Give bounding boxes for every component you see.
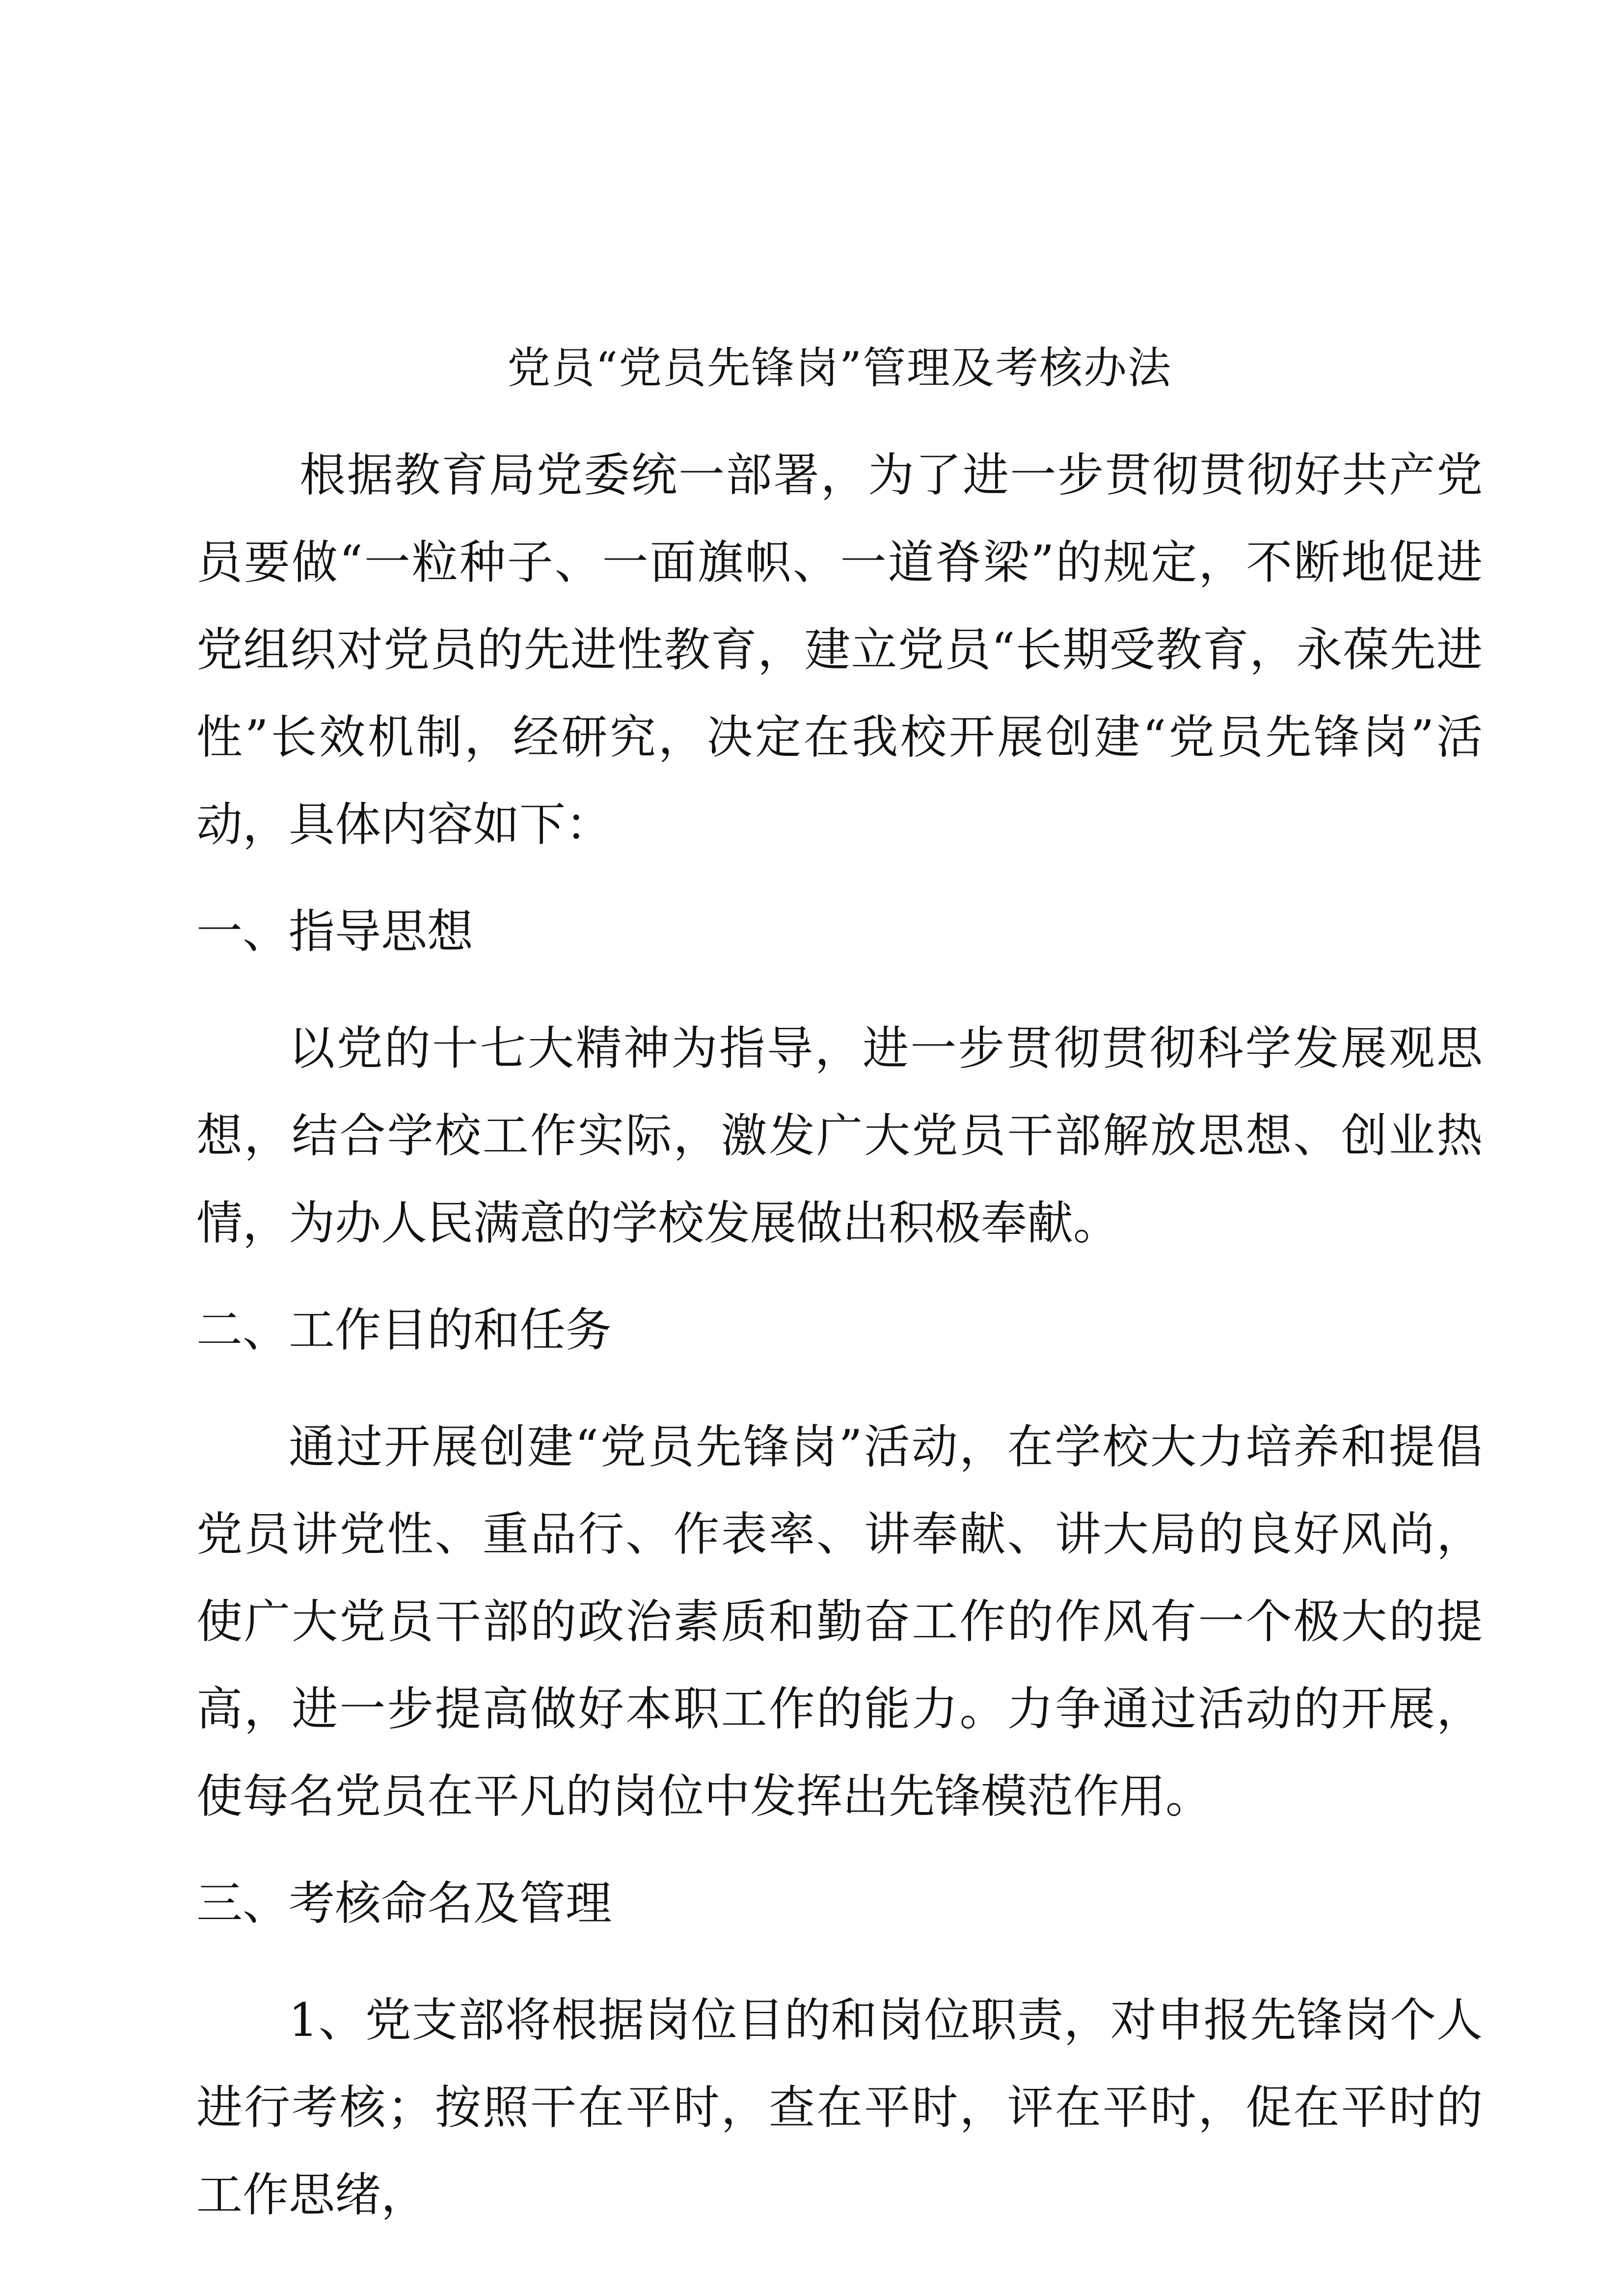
section-body-assessment: 1、党支部将根据岗位目的和岗位职责，对申报先锋岗个人进行考核；按照干在平时，查在平时，评在平时，促在平时的工作思绪， — [196, 1994, 1483, 2222]
section-heading-assessment: 三、考核命名及管理 — [196, 1877, 612, 1930]
section-body-goals-tasks: 通过开展创建“党员先锋岗”活动，在学校大力培养和提倡党员讲党性、重品行、作表率、讲奉献、讲大局的良好风尚，使广大党员干部的政治素质和勤奋工作的作风有一个极大的提高，进一步提高做好本职工作的能力。力争通过活动的开展，使每名党员在平凡的岗位中发挥出先锋模范作用。 — [196, 1420, 1483, 1823]
section-heading-goals-tasks: 二、工作目的和任务 — [196, 1304, 612, 1357]
section-heading-guiding-ideology: 一、指导思想 — [196, 905, 474, 959]
section-body-guiding-ideology: 以党的十七大精神为指导，进一步贯彻贯彻科学发展观思想，结合学校工作实际，激发广大党员干部解放思想、创业热情，为办人民满意的学校发展做出积极奉献。 — [196, 1022, 1483, 1250]
intro-paragraph: 根据教育局党委统一部署，为了进一步贯彻贯彻好共产党员要做“一粒种子、一面旗帜、一道脊梁”的规定，不断地促进党组织对党员的先进性教育，建立党员“长期受教育，永葆先进性”长效机制，经研究，决定在我校开展创建“党员先锋岗”活动，具体内容如下： — [196, 449, 1483, 852]
document-body — [196, 334, 1483, 2259]
document-title: 党员“党员先锋岗”管理及考核办法 — [507, 343, 1172, 393]
